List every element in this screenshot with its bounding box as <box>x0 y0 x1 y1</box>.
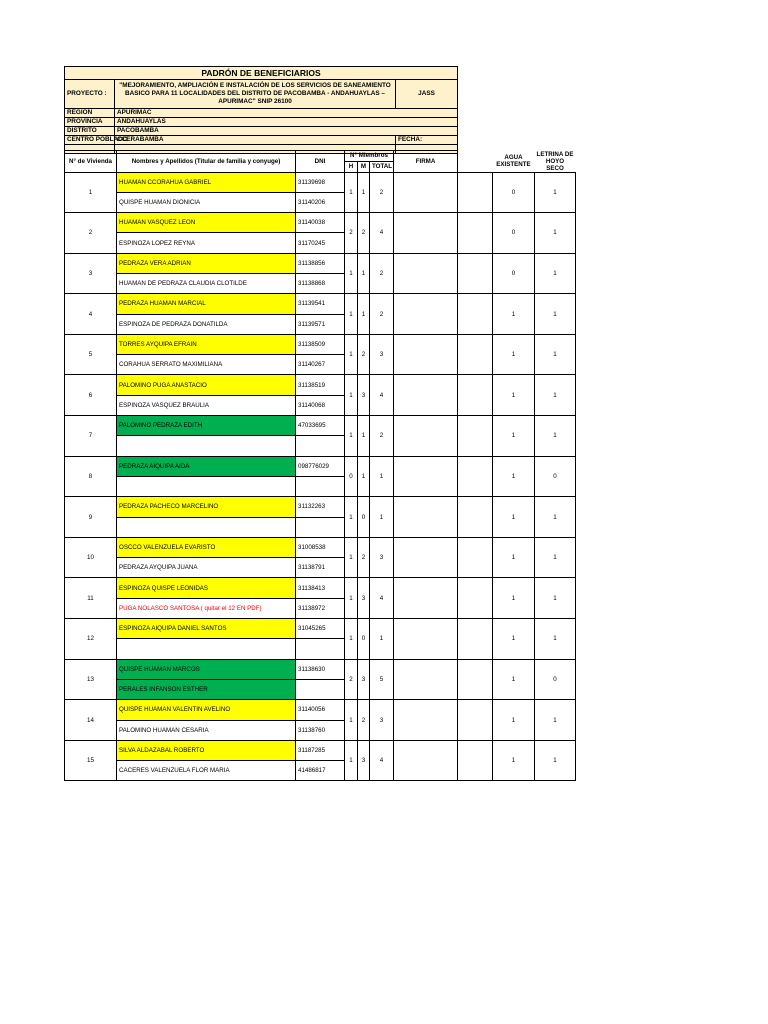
person-dni: 31139698 <box>296 172 345 192</box>
members-h: 0 <box>345 456 358 497</box>
members-h: 1 <box>345 619 358 660</box>
vivienda-number: 11 <box>65 578 117 619</box>
members-m: 2 <box>358 537 370 578</box>
person-dni <box>296 517 345 537</box>
person-dni: 31138856 <box>296 253 345 273</box>
table-row <box>65 619 576 639</box>
firma-cell <box>394 497 458 517</box>
centro-label: CENTRO POBLADO <box>65 136 115 145</box>
person-dni: 31139571 <box>296 314 345 334</box>
table-row <box>65 334 576 354</box>
centro-value: CCERABAMBA <box>115 136 396 145</box>
jass-label: JASS <box>396 80 458 109</box>
person-dni: 31138630 <box>296 659 345 679</box>
table-row <box>65 659 576 679</box>
person-name: PALOMINO PUGA ANASTACIO <box>117 375 296 395</box>
firma-cell <box>394 476 458 496</box>
person-dni: 31138519 <box>296 375 345 395</box>
firma-cell <box>394 192 458 212</box>
members-h: 1 <box>345 700 358 741</box>
vivienda-number: 2 <box>65 213 117 254</box>
person-name: OSCCO VALENZUELA EVARISTO <box>117 537 296 557</box>
person-name: HUAMAN VASQUEZ LEON <box>117 213 296 233</box>
agua-value: 0 <box>493 172 535 213</box>
members-h: 1 <box>345 294 358 335</box>
firma-cell <box>394 679 458 699</box>
firma-cell <box>394 700 458 720</box>
members-total: 4 <box>370 740 394 781</box>
person-dni: 31132263 <box>296 497 345 517</box>
table-row <box>65 213 576 233</box>
members-total: 2 <box>370 253 394 294</box>
firma-cell <box>394 639 458 659</box>
person-dni: 31140056 <box>296 700 345 720</box>
blank-cell <box>458 213 493 254</box>
members-m: 1 <box>358 416 370 457</box>
proyecto-text: "MEJORAMIENTO, AMPLIACIÓN E INSTALACIÓN DE LOS SERVICIOS DE SANEAMIENTO BASICO PARA 11 LOCALIDADES DEL DISTRITO DE PACOBAMBA - ANDAHUAYLAS – APURIMAC" SNIP 26100 <box>115 80 396 109</box>
members-total: 3 <box>370 334 394 375</box>
blank-cell <box>458 172 493 213</box>
agua-value: 1 <box>493 700 535 741</box>
members-total: 2 <box>370 294 394 335</box>
vivienda-number: 5 <box>65 334 117 375</box>
letrina-value: 1 <box>535 700 576 741</box>
person-dni <box>296 679 345 699</box>
blank-cell <box>458 537 493 578</box>
agua-value: 1 <box>493 537 535 578</box>
letrina-value: 1 <box>535 213 576 254</box>
firma-cell <box>394 355 458 375</box>
agua-value: 0 <box>493 253 535 294</box>
col-agua: AGUA EXISTENTE <box>496 154 531 168</box>
person-name: PEDRAZA AYQUIPA JUANA <box>117 558 296 578</box>
firma-cell <box>394 598 458 618</box>
blank-cell <box>458 456 493 497</box>
person-name <box>117 436 296 456</box>
col-miembros: N° Miembros <box>345 151 394 162</box>
letrina-value: 1 <box>535 416 576 457</box>
col-m: M <box>358 161 370 172</box>
person-name <box>117 476 296 496</box>
members-total: 1 <box>370 619 394 660</box>
region-label: REGION <box>65 109 115 118</box>
person-dni: 098776029 <box>296 456 345 476</box>
table-row <box>65 294 576 314</box>
members-h: 1 <box>345 740 358 781</box>
agua-value: 1 <box>493 456 535 497</box>
members-m: 1 <box>358 172 370 213</box>
provincia-label: PROVINCIA <box>65 118 115 127</box>
members-total: 1 <box>370 456 394 497</box>
firma-cell <box>394 294 458 314</box>
table-row <box>65 497 576 517</box>
person-name: PALOMINO HUAMAN CESARIA <box>117 720 296 740</box>
letrina-value: 0 <box>535 659 576 700</box>
letrina-value: 1 <box>535 253 576 294</box>
person-dni: 31170245 <box>296 233 345 253</box>
members-m: 3 <box>358 375 370 416</box>
letrina-value: 1 <box>535 578 576 619</box>
person-dni: 31138413 <box>296 578 345 598</box>
blank-cell <box>458 375 493 416</box>
firma-cell <box>394 619 458 639</box>
firma-cell <box>394 253 458 273</box>
table-row <box>65 456 576 476</box>
person-name: PALOMINO PEDRAZA EDITH <box>117 416 296 436</box>
person-name: PUGA NOLASCO SANTOSA ( quitar el 12 EN PDF) <box>117 598 296 618</box>
person-name: QUISPE HUAMAN VALENTIN AVELINO <box>117 700 296 720</box>
firma-cell <box>394 172 458 192</box>
beneficiary-sheet <box>64 66 574 775</box>
person-name: PEDRAZA VERA ADRIAN <box>117 253 296 273</box>
members-h: 1 <box>345 497 358 538</box>
col-dni: DNI <box>296 151 345 173</box>
sheet-title: PADRÓN DE BENEFICIARIOS <box>65 67 458 80</box>
members-h: 1 <box>345 253 358 294</box>
members-total: 3 <box>370 700 394 741</box>
person-name: PERALES INFANSON ESTHER <box>117 679 296 699</box>
person-dni: 31138868 <box>296 273 345 293</box>
person-name: ESPINOZA VASQUEZ BRAULIA <box>117 395 296 415</box>
table-row <box>65 578 576 598</box>
person-name: ESPINOZA QUISPE LEONIDAS <box>117 578 296 598</box>
proyecto-label: PROYECTO : <box>65 80 115 109</box>
members-h: 1 <box>345 334 358 375</box>
vivienda-number: 8 <box>65 456 117 497</box>
person-name: ESPINOZA DE PEDRAZA DONATILDA <box>117 314 296 334</box>
table-row <box>65 740 576 760</box>
distrito-value: PACOBAMBA <box>115 127 458 136</box>
table-row <box>65 172 576 192</box>
person-dni: 31140267 <box>296 355 345 375</box>
firma-cell <box>394 314 458 334</box>
blank-cell <box>458 740 493 781</box>
vivienda-number: 13 <box>65 659 117 700</box>
firma-cell <box>394 395 458 415</box>
vivienda-number: 7 <box>65 416 117 457</box>
blank-cell <box>458 700 493 741</box>
agua-value: 1 <box>493 416 535 457</box>
vivienda-number: 4 <box>65 294 117 335</box>
agua-value: 1 <box>493 375 535 416</box>
person-dni: 31045265 <box>296 619 345 639</box>
agua-value: 1 <box>493 334 535 375</box>
col-letrina: LETRINA DE HOYO SECO <box>536 150 574 172</box>
letrina-value: 1 <box>535 334 576 375</box>
firma-cell <box>394 213 458 233</box>
blank-cell <box>458 578 493 619</box>
person-name: ESPINOZA AIQUIPA DANIEL SANTOS <box>117 619 296 639</box>
members-h: 1 <box>345 172 358 213</box>
person-dni: 31140038 <box>296 213 345 233</box>
blank-cell <box>458 659 493 700</box>
person-name: QUISPE HUAMAN DIONICIA <box>117 192 296 212</box>
members-h: 1 <box>345 416 358 457</box>
vivienda-number: 1 <box>65 172 117 213</box>
members-total: 4 <box>370 375 394 416</box>
members-total: 3 <box>370 537 394 578</box>
members-total: 5 <box>370 659 394 700</box>
person-dni: 31138972 <box>296 598 345 618</box>
blank-cell <box>458 619 493 660</box>
header-table <box>64 66 458 154</box>
distrito-label: DISTRITO <box>65 127 115 136</box>
agua-value: 1 <box>493 619 535 660</box>
col-h: H <box>345 161 358 172</box>
region-value: APURIMAC <box>115 109 458 118</box>
members-h: 2 <box>345 213 358 254</box>
vivienda-number: 15 <box>65 740 117 781</box>
letrina-value: 1 <box>535 619 576 660</box>
vivienda-number: 12 <box>65 619 117 660</box>
firma-cell <box>394 436 458 456</box>
firma-cell <box>394 273 458 293</box>
fecha-label: FECHA: <box>396 136 458 145</box>
firma-cell <box>394 416 458 436</box>
person-name: PEDRAZA PACHECO MARCELINO <box>117 497 296 517</box>
vivienda-number: 14 <box>65 700 117 741</box>
blank-cell <box>458 416 493 457</box>
col-firma: FIRMA <box>394 151 458 173</box>
members-m: 0 <box>358 619 370 660</box>
firma-cell <box>394 517 458 537</box>
members-m: 1 <box>358 253 370 294</box>
person-name: CORAHUA SERRATO MAXIMILIANA <box>117 355 296 375</box>
agua-value: 1 <box>493 497 535 538</box>
person-dni: 31140206 <box>296 192 345 212</box>
person-name: TORRES AYQUIPA EFRAIN <box>117 334 296 354</box>
table-row <box>65 537 576 557</box>
person-dni: 31138791 <box>296 558 345 578</box>
person-dni: 47033695 <box>296 416 345 436</box>
members-h: 2 <box>345 659 358 700</box>
firma-cell <box>394 720 458 740</box>
members-total: 2 <box>370 172 394 213</box>
vivienda-number: 6 <box>65 375 117 416</box>
person-dni <box>296 436 345 456</box>
members-m: 3 <box>358 659 370 700</box>
blank-cell <box>458 497 493 538</box>
person-name: CACERES VALENZUELA FLOR MARIA <box>117 761 296 781</box>
person-name: PEDRAZA HUAMAN MARCIAL <box>117 294 296 314</box>
table-row <box>65 416 576 436</box>
firma-cell <box>394 578 458 598</box>
members-m: 0 <box>358 497 370 538</box>
blank-cell <box>458 253 493 294</box>
members-m: 1 <box>358 294 370 335</box>
beneficiary-table <box>64 150 576 781</box>
person-name: QUISPE HUAMAN MARCOS <box>117 659 296 679</box>
blank-cell <box>458 334 493 375</box>
firma-cell <box>394 659 458 679</box>
table-row <box>65 253 576 273</box>
person-dni: 31139541 <box>296 294 345 314</box>
agua-value: 1 <box>493 740 535 781</box>
members-total: 4 <box>370 213 394 254</box>
table-row <box>65 700 576 720</box>
vivienda-number: 10 <box>65 537 117 578</box>
person-name: PEDRAZA AIQUIPA AIDA <box>117 456 296 476</box>
firma-cell <box>394 334 458 354</box>
col-nombres: Nombres y Apellidos (Titular de familia y conyuge) <box>117 151 296 173</box>
firma-cell <box>394 761 458 781</box>
person-name: HUAMAN CCORAHUA GABRIEL <box>117 172 296 192</box>
members-m: 2 <box>358 700 370 741</box>
letrina-value: 1 <box>535 740 576 781</box>
firma-cell <box>394 375 458 395</box>
person-dni: 31138509 <box>296 334 345 354</box>
letrina-value: 1 <box>535 497 576 538</box>
firma-cell <box>394 558 458 578</box>
col-total: TOTAL <box>370 161 394 172</box>
members-total: 4 <box>370 578 394 619</box>
blank-cell <box>458 294 493 335</box>
person-dni: 31140068 <box>296 395 345 415</box>
agua-value: 1 <box>493 659 535 700</box>
table-row <box>65 375 576 395</box>
person-name <box>117 517 296 537</box>
agua-value: 1 <box>493 294 535 335</box>
person-name <box>117 639 296 659</box>
firma-cell <box>394 456 458 476</box>
vivienda-number: 3 <box>65 253 117 294</box>
members-m: 3 <box>358 740 370 781</box>
letrina-value: 1 <box>535 294 576 335</box>
members-m: 3 <box>358 578 370 619</box>
members-h: 1 <box>345 375 358 416</box>
person-dni: 31008538 <box>296 537 345 557</box>
person-dni: 31187285 <box>296 740 345 760</box>
members-m: 2 <box>358 334 370 375</box>
members-total: 2 <box>370 416 394 457</box>
agua-value: 0 <box>493 213 535 254</box>
agua-value: 1 <box>493 578 535 619</box>
letrina-value: 1 <box>535 375 576 416</box>
person-dni: 41486817 <box>296 761 345 781</box>
firma-cell <box>394 537 458 557</box>
provincia-value: ANDAHUAYLAS <box>115 118 458 127</box>
person-dni <box>296 639 345 659</box>
person-name: SILVA ALDAZABAL ROBERTO <box>117 740 296 760</box>
members-h: 1 <box>345 537 358 578</box>
firma-cell <box>394 233 458 253</box>
vivienda-number: 9 <box>65 497 117 538</box>
person-name: ESPINOZA LOPEZ REYNA <box>117 233 296 253</box>
firma-cell <box>394 740 458 760</box>
letrina-value: 1 <box>535 172 576 213</box>
members-h: 1 <box>345 578 358 619</box>
members-m: 2 <box>358 213 370 254</box>
person-dni: 31138760 <box>296 720 345 740</box>
letrina-value: 0 <box>535 456 576 497</box>
col-vivienda: N° de Vivienda <box>65 151 117 173</box>
members-m: 1 <box>358 456 370 497</box>
letrina-value: 1 <box>535 537 576 578</box>
person-dni <box>296 476 345 496</box>
members-total: 1 <box>370 497 394 538</box>
person-name: HUAMAN DE PEDRAZA CLAUDIA CLOTILDE <box>117 273 296 293</box>
